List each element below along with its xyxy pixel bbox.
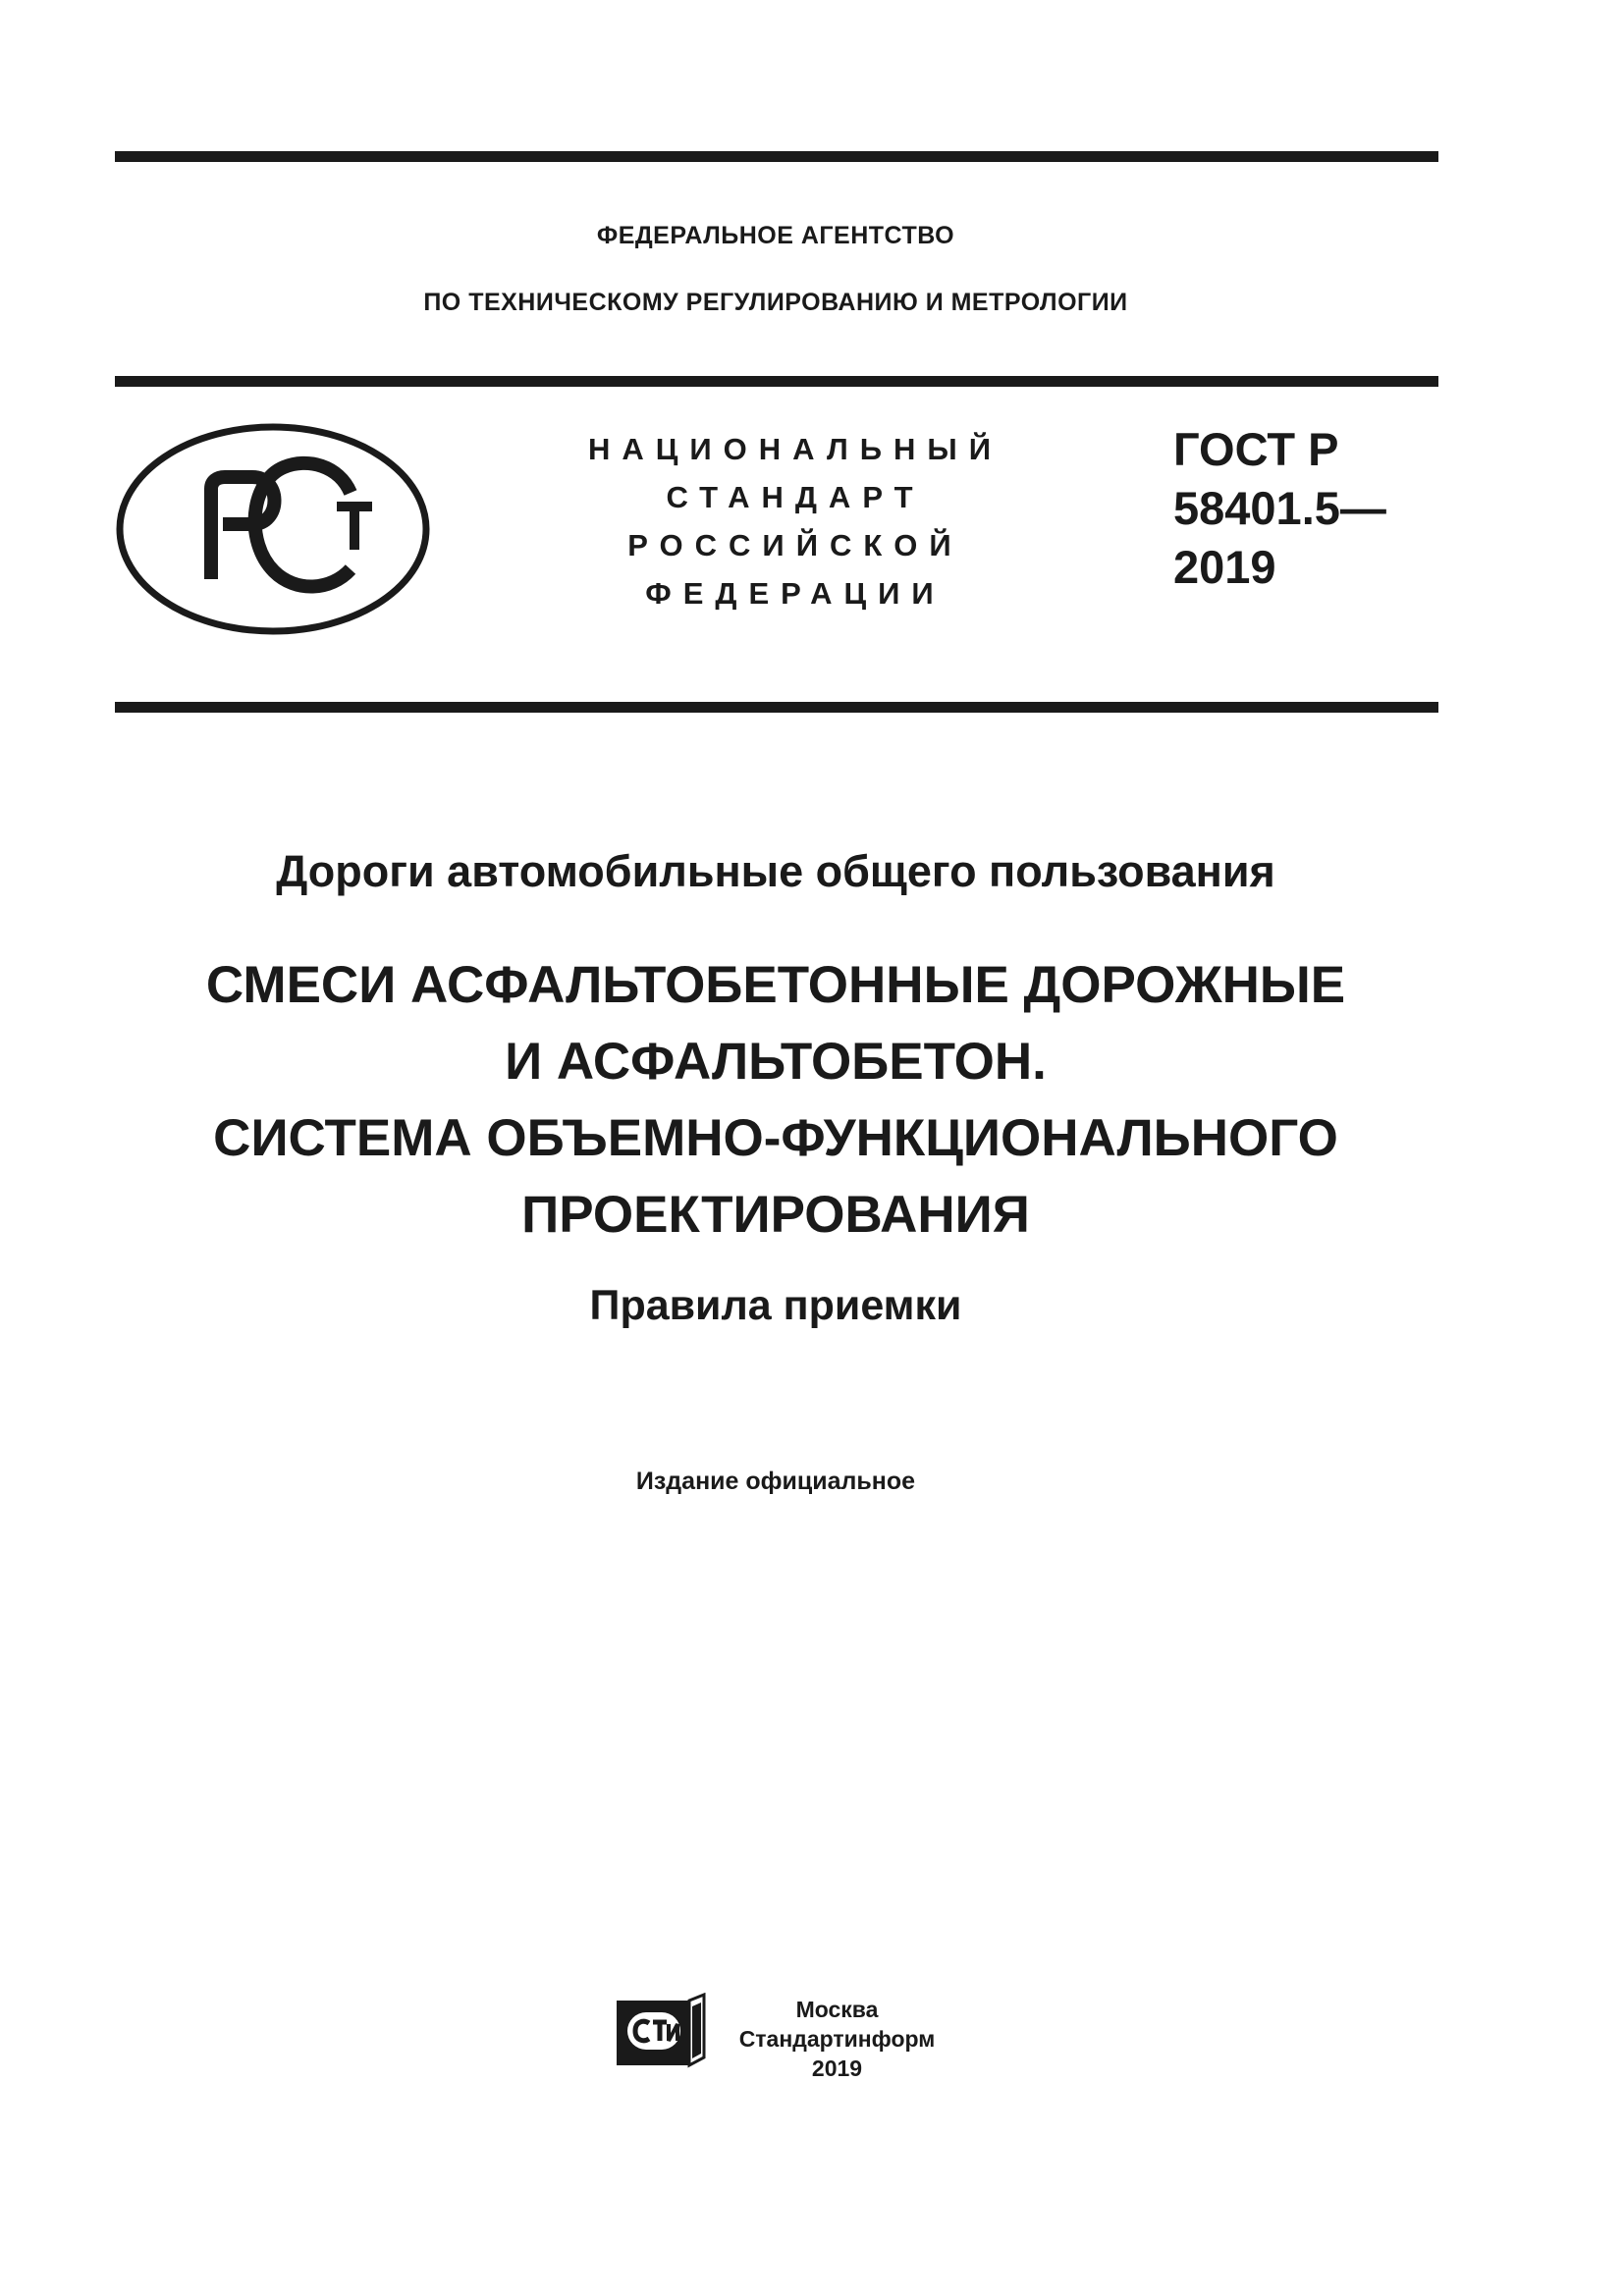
agency-name-line-1: ФЕДЕРАЛЬНОЕ АГЕНТСТВО	[596, 222, 955, 249]
document-title	[0, 947, 1551, 1254]
standartinform-logo	[614, 1993, 708, 2068]
document-subtitle: Правила приемки	[589, 1282, 962, 1329]
top-rule	[115, 151, 1438, 162]
designation-prefix: ГОСТ Р	[1173, 423, 1339, 475]
title-line: ПРОЕКТИРОВАНИЯ	[521, 1186, 1030, 1244]
publisher-name: Стандартинформ	[738, 2026, 936, 2052]
edition-note: Издание официальное	[635, 1468, 916, 1495]
publication-year: 2019	[811, 2056, 863, 2081]
rst-certification-logo	[115, 422, 431, 636]
national-standard-line: ФЕДЕРАЦИИ	[645, 576, 946, 611]
header-rule-lower	[115, 702, 1438, 713]
national-standard-line: НАЦИОНАЛЬНЫЙ	[587, 432, 1003, 466]
document-subject: Дороги автомобильные общего пользования	[276, 846, 1275, 896]
publisher-block	[731, 1995, 943, 2083]
title-line: СМЕСИ АСФАЛЬТОБЕТОННЫЕ ДОРОЖНЫЕ	[205, 956, 1346, 1014]
national-standard-line: СТАНДАРТ	[666, 480, 925, 514]
agency-name-line-2: ПО ТЕХНИЧЕСКОМУ РЕГУЛИРОВАНИЮ И МЕТРОЛОГИИ	[423, 289, 1128, 316]
national-standard-line: РОССИЙСКОЙ	[627, 528, 963, 562]
designation-year: 2019	[1173, 541, 1276, 593]
publisher-city: Москва	[795, 1997, 879, 2022]
national-standard-label	[574, 425, 1016, 617]
standard-designation	[1173, 420, 1386, 597]
designation-number: 58401.5—	[1173, 482, 1386, 534]
header-rule-upper	[115, 376, 1438, 387]
title-line: И АСФАЛЬТОБЕТОН.	[505, 1033, 1047, 1091]
title-line: СИСТЕМА ОБЪЕМНО-ФУНКЦИОНАЛЬНОГО	[213, 1109, 1338, 1167]
